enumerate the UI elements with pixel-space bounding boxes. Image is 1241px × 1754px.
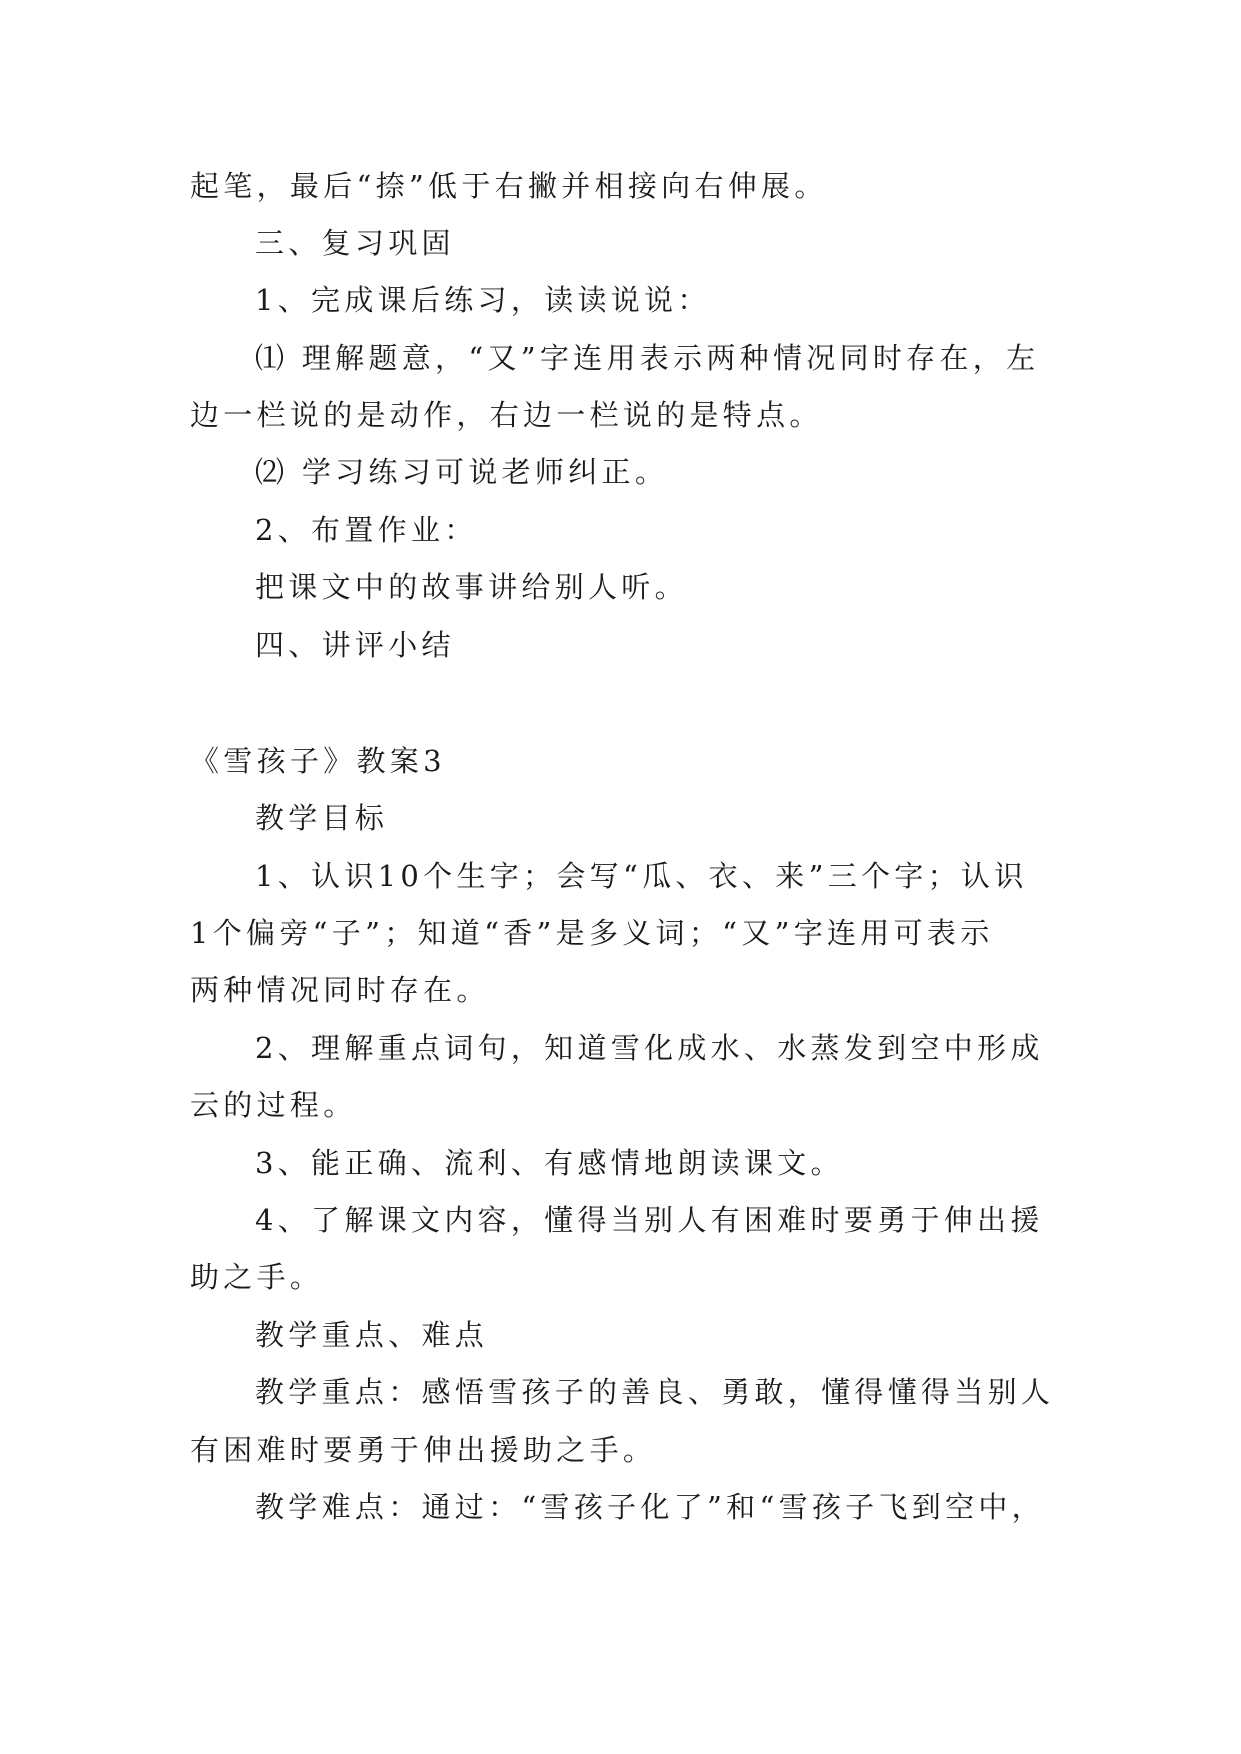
text-line: 1、认识10个生字；会写“瓜、衣、来”三个字；认识 <box>255 859 1028 893</box>
text-line: 教学重点：感悟雪孩子的善良、勇敢，懂得懂得当别人 <box>255 1375 1055 1409</box>
document-title: 《雪孩子》教案3 <box>190 744 446 778</box>
text-line: 两种情况同时存在。 <box>190 973 490 1007</box>
text-line: 边一栏说的是动作，右边一栏说的是特点。 <box>190 398 823 432</box>
text-line: 有困难时要勇于伸出援助之手。 <box>190 1433 657 1467</box>
section-heading: 四、讲评小结 <box>255 628 455 662</box>
text-line: 3、能正确、流利、有感情地朗读课文。 <box>255 1146 844 1180</box>
text-line: ⑵ 学习练习可说老师纠正。 <box>255 455 669 489</box>
text-line: 4、了解课文内容，懂得当别人有困难时要勇于伸出援 <box>255 1203 1044 1237</box>
text-line: 起笔，最后“捺”低于右撇并相接向右伸展。 <box>190 169 828 203</box>
text-line: 教学难点：通过：“雪孩子化了”和“雪孩子飞到空中， <box>255 1490 1045 1524</box>
text-line: 1个偏旁“子”；知道“香”是多义词；“又”字连用可表示 <box>190 916 994 950</box>
text-line: 2、布置作业： <box>255 513 478 547</box>
text-line: ⑴ 理解题意，“又”字连用表示两种情况同时存在，左 <box>255 341 1040 375</box>
section-heading: 三、复习巩固 <box>255 226 455 260</box>
text-line: 助之手。 <box>190 1260 324 1294</box>
section-heading: 教学重点、难点 <box>255 1318 489 1352</box>
text-line: 把课文中的故事讲给别人听。 <box>255 570 688 604</box>
text-line: 2、理解重点词句，知道雪化成水、水蒸发到空中形成 <box>255 1031 1044 1065</box>
section-heading: 教学目标 <box>255 801 389 835</box>
text-line: 1、完成课后练习，读读说说： <box>255 283 711 317</box>
text-line: 云的过程。 <box>190 1088 357 1122</box>
